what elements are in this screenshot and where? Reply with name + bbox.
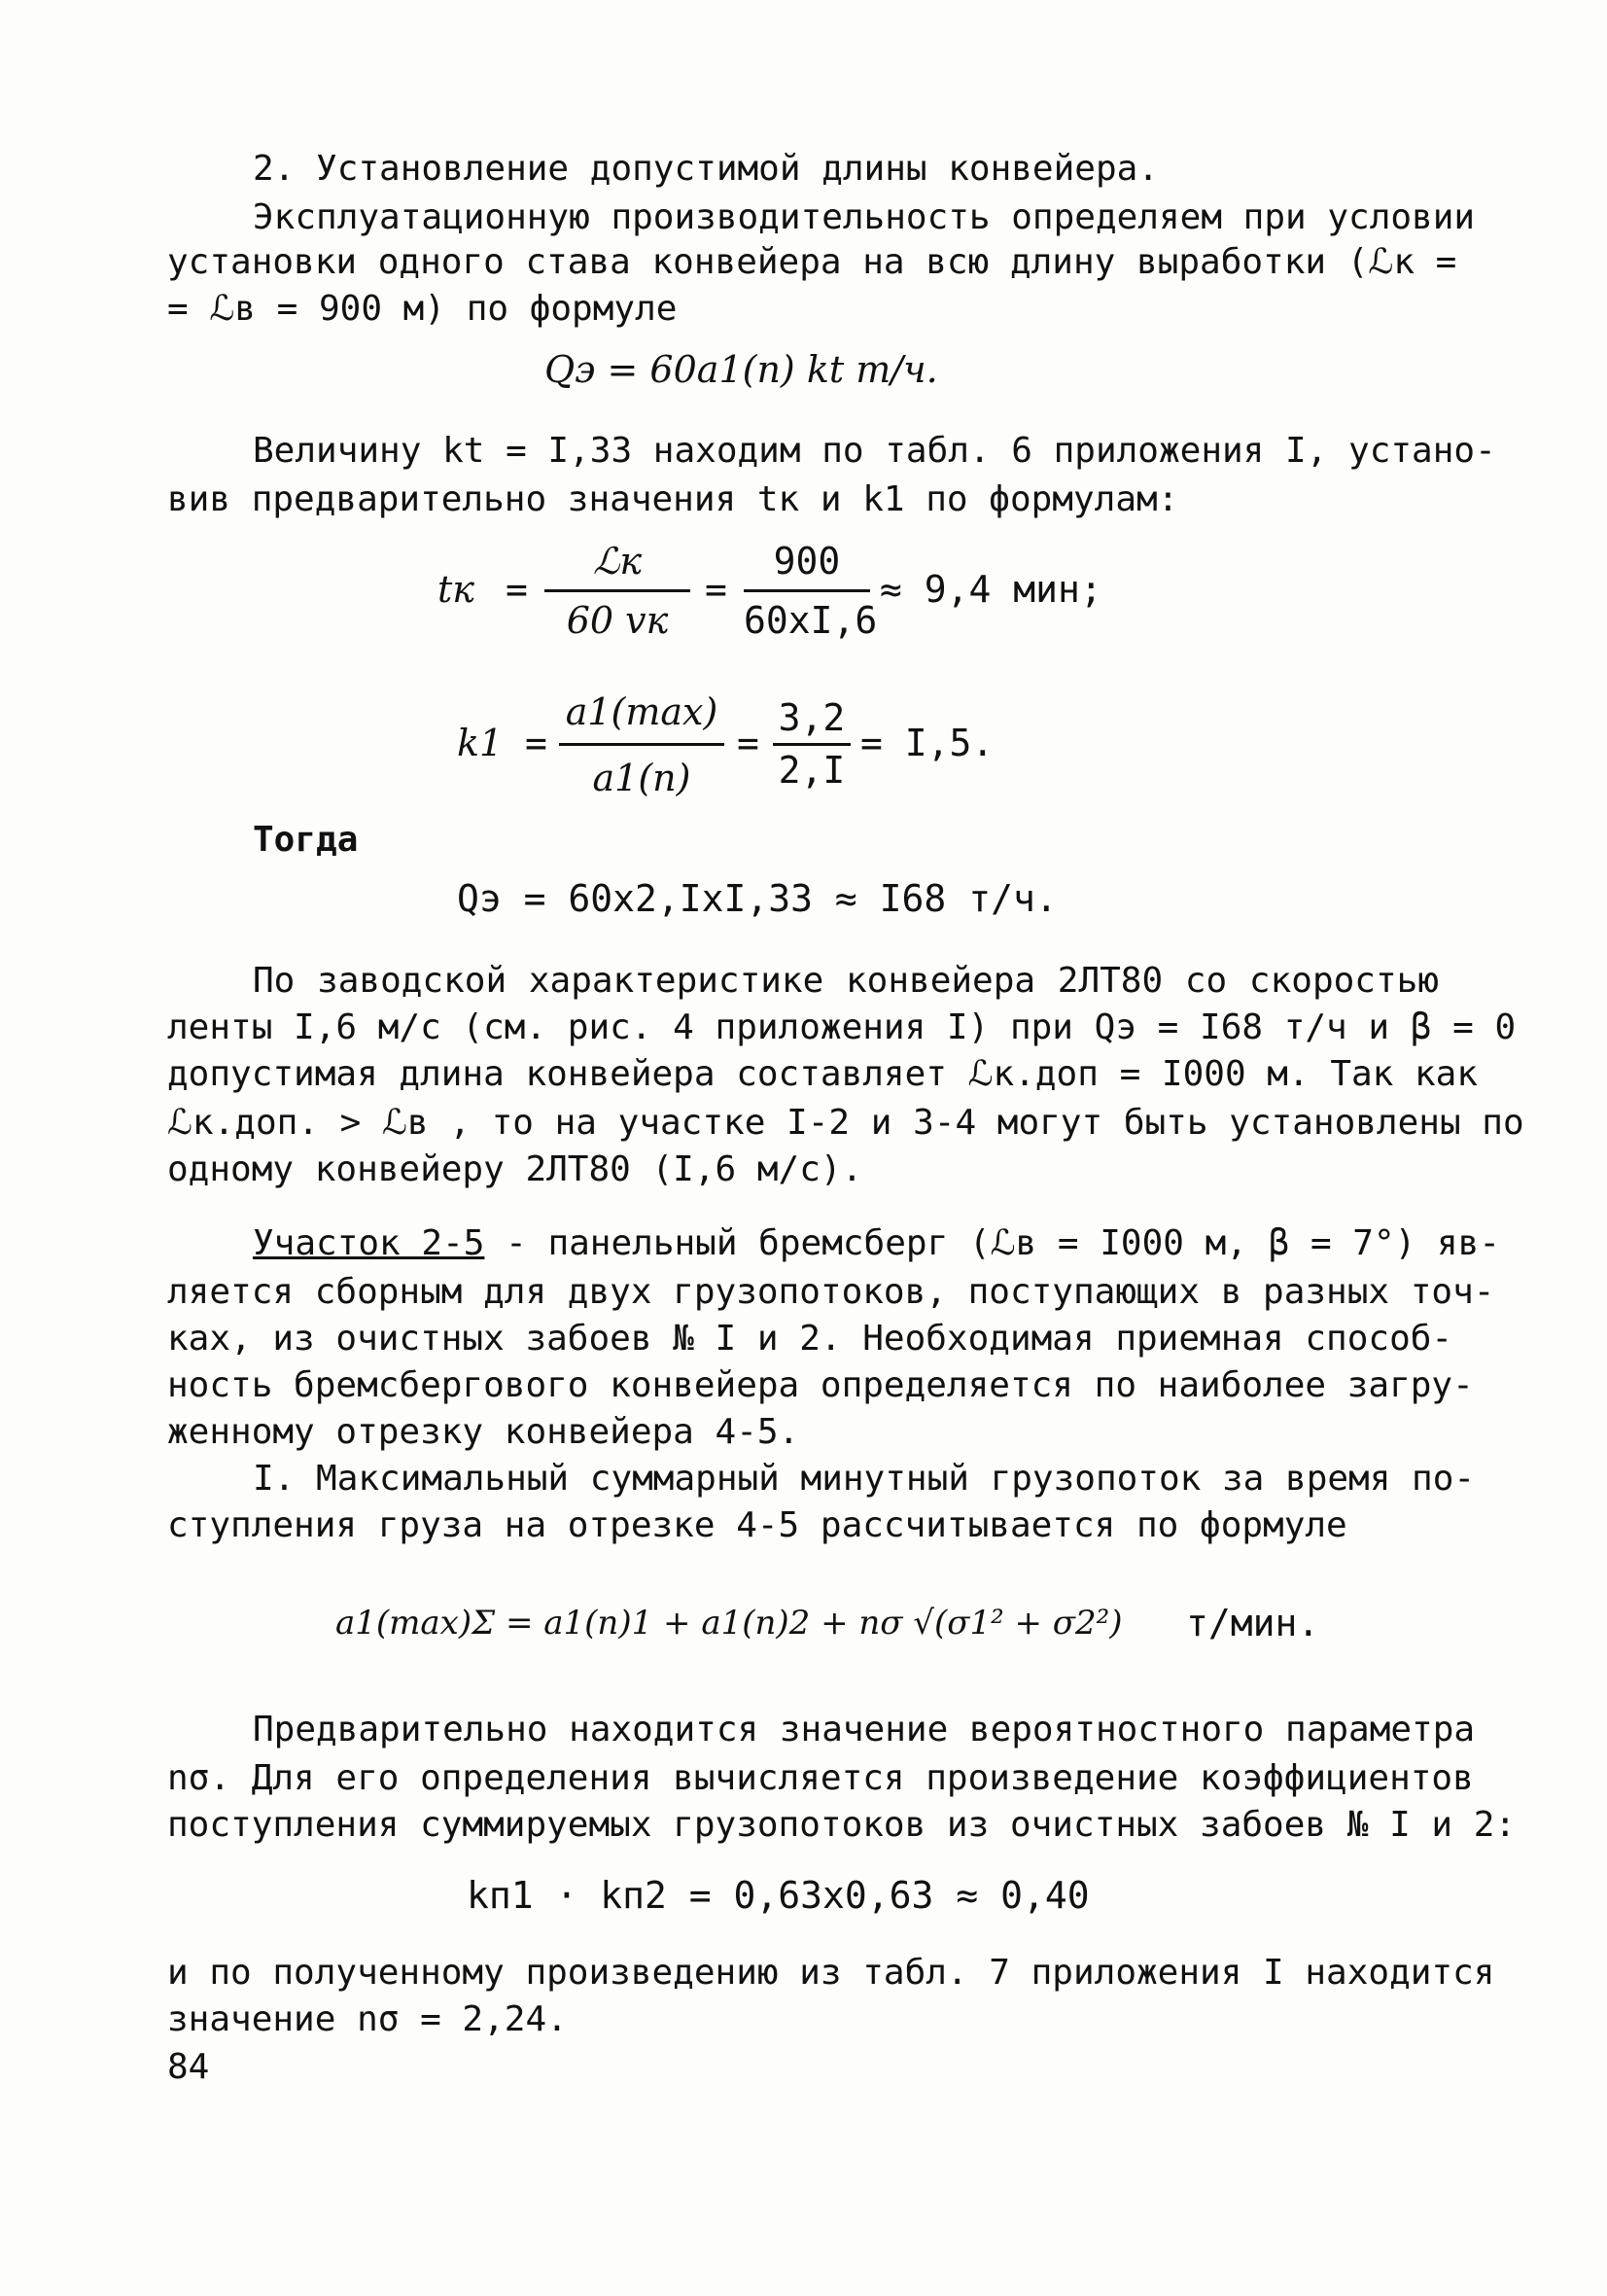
equals-sign: = bbox=[506, 568, 528, 611]
equals-sign: = bbox=[705, 568, 727, 611]
paragraph-4-line-4: ность бремсбергового конвейера определяется по наиболее загру- bbox=[167, 1365, 1474, 1405]
formula-productivity-value: Qэ = 60x2,IxI,33 ≈ I68 т/ч. bbox=[457, 877, 1058, 920]
paragraph-6-line-3: поступления суммируемых грузопотоков из очистных забоев № I и 2: bbox=[167, 1805, 1517, 1845]
paragraph-1-line-2: установки одного става конвейера на всю длину выработки (ℒк = bbox=[167, 242, 1457, 282]
formula-productivity: Qэ = 60a1(п) kt т/ч. bbox=[544, 348, 938, 391]
formula-tk-lhs: tк bbox=[437, 568, 474, 611]
fraction-bar bbox=[559, 743, 724, 746]
paragraph-4-line-5: женному отрезку конвейера 4-5. bbox=[167, 1412, 800, 1452]
paragraph-7-line-1: и по полученному произведению из табл. 7 приложения I находится bbox=[167, 1953, 1495, 1993]
formula-k1-denominator-1: a1(п) bbox=[592, 757, 691, 799]
paragraph-1-line-1: Эксплуатационную производительность определяем при условии bbox=[253, 197, 1476, 237]
page-number: 84 bbox=[167, 2047, 210, 2087]
togda-label: Тогда bbox=[253, 820, 359, 860]
paragraph-4-line-1 bbox=[253, 1220, 1501, 1267]
fraction-bar bbox=[744, 589, 870, 592]
paragraph-6-line-1: Предварительно находится значение вероятностного параметра bbox=[253, 1710, 1476, 1749]
formula-tk-numerator-1: ℒк bbox=[592, 540, 643, 583]
fraction-bar bbox=[544, 589, 690, 592]
paragraph-5-line-2: ступления груза на отрезке 4-5 рассчитывается по формуле bbox=[167, 1505, 1347, 1545]
paragraph-2-line-1: Величину kt = I,33 находим по табл. 6 приложения I, устано- bbox=[253, 431, 1496, 471]
paragraph-3-line-5: одному конвейеру 2ЛТ80 (I,6 м/с). bbox=[167, 1149, 863, 1189]
formula-tk-denominator-2: 60xI,6 bbox=[744, 599, 878, 642]
paragraph-6-line-2: nσ. Для его определения вычисляется произведение коэффициентов bbox=[167, 1758, 1474, 1798]
paragraph-5-line-1: I. Максимальный суммарный минутный грузопоток за время по- bbox=[253, 1459, 1476, 1499]
formula-tk-result: ≈ 9,4 мин; bbox=[880, 568, 1102, 611]
formula-sum-unit: т/мин. bbox=[1186, 1602, 1320, 1644]
paragraph-4-line-1-rest: - панельный бремсберг (ℒв = I000 м, β = 7°) яв- bbox=[484, 1223, 1501, 1263]
formula-tk-denominator-1: 60 vк bbox=[566, 599, 669, 642]
formula-sum: a1(max)Σ = a1(п)1 + a1(п)2 + nσ √(σ1² + σ2²) bbox=[335, 1604, 1123, 1643]
fraction-bar bbox=[773, 743, 851, 746]
paragraph-4-line-3: ках, из очистных забоев № I и 2. Необходимая приемная способ- bbox=[167, 1319, 1453, 1359]
paragraph-4-line-2: ляется сборным для двух грузопотоков, поступающих в разных точ- bbox=[167, 1272, 1495, 1312]
formula-k1-result: = I,5. bbox=[860, 722, 995, 764]
paragraph-1-line-3: = ℒв = 900 м) по формуле bbox=[167, 289, 678, 329]
formula-k1-lhs: k1 bbox=[457, 722, 504, 764]
paragraph-3-line-3: допустимая длина конвейера составляет ℒк.доп = I000 м. Так как bbox=[167, 1054, 1479, 1094]
paragraph-2-line-2: вив предварительно значения tк и k1 по формулам: bbox=[167, 479, 1179, 519]
paragraph-3-line-2: ленты I,6 м/с (см. рис. 4 приложения I) при Qэ = I68 т/ч и β = 0 bbox=[167, 1007, 1517, 1047]
formula-kp-product: kп1 · kп2 = 0,63x0,63 ≈ 0,40 bbox=[467, 1874, 1090, 1917]
formula-k1-numerator-2: 3,2 bbox=[778, 696, 846, 739]
formula-k1-numerator-1: a1(max) bbox=[565, 690, 718, 733]
paragraph-3-line-1: По заводской характеристике конвейера 2ЛТ80 со скоростью bbox=[253, 961, 1439, 1001]
paragraph-3-line-4: ℒк.доп. > ℒв , то на участке I-2 и 3-4 могут быть установлены по bbox=[167, 1103, 1524, 1143]
formula-tk-numerator-2: 900 bbox=[773, 540, 841, 583]
equals-sign: = bbox=[737, 722, 759, 764]
paragraph-7-line-2: значение nσ = 2,24. bbox=[167, 1999, 568, 2039]
equals-sign: = bbox=[525, 722, 547, 764]
section-heading: 2. Установление допустимой длины конвейера. bbox=[253, 149, 1159, 189]
formula-k1-denominator-2: 2,I bbox=[778, 749, 846, 792]
uchastok-label: Участок 2-5 bbox=[253, 1223, 485, 1263]
